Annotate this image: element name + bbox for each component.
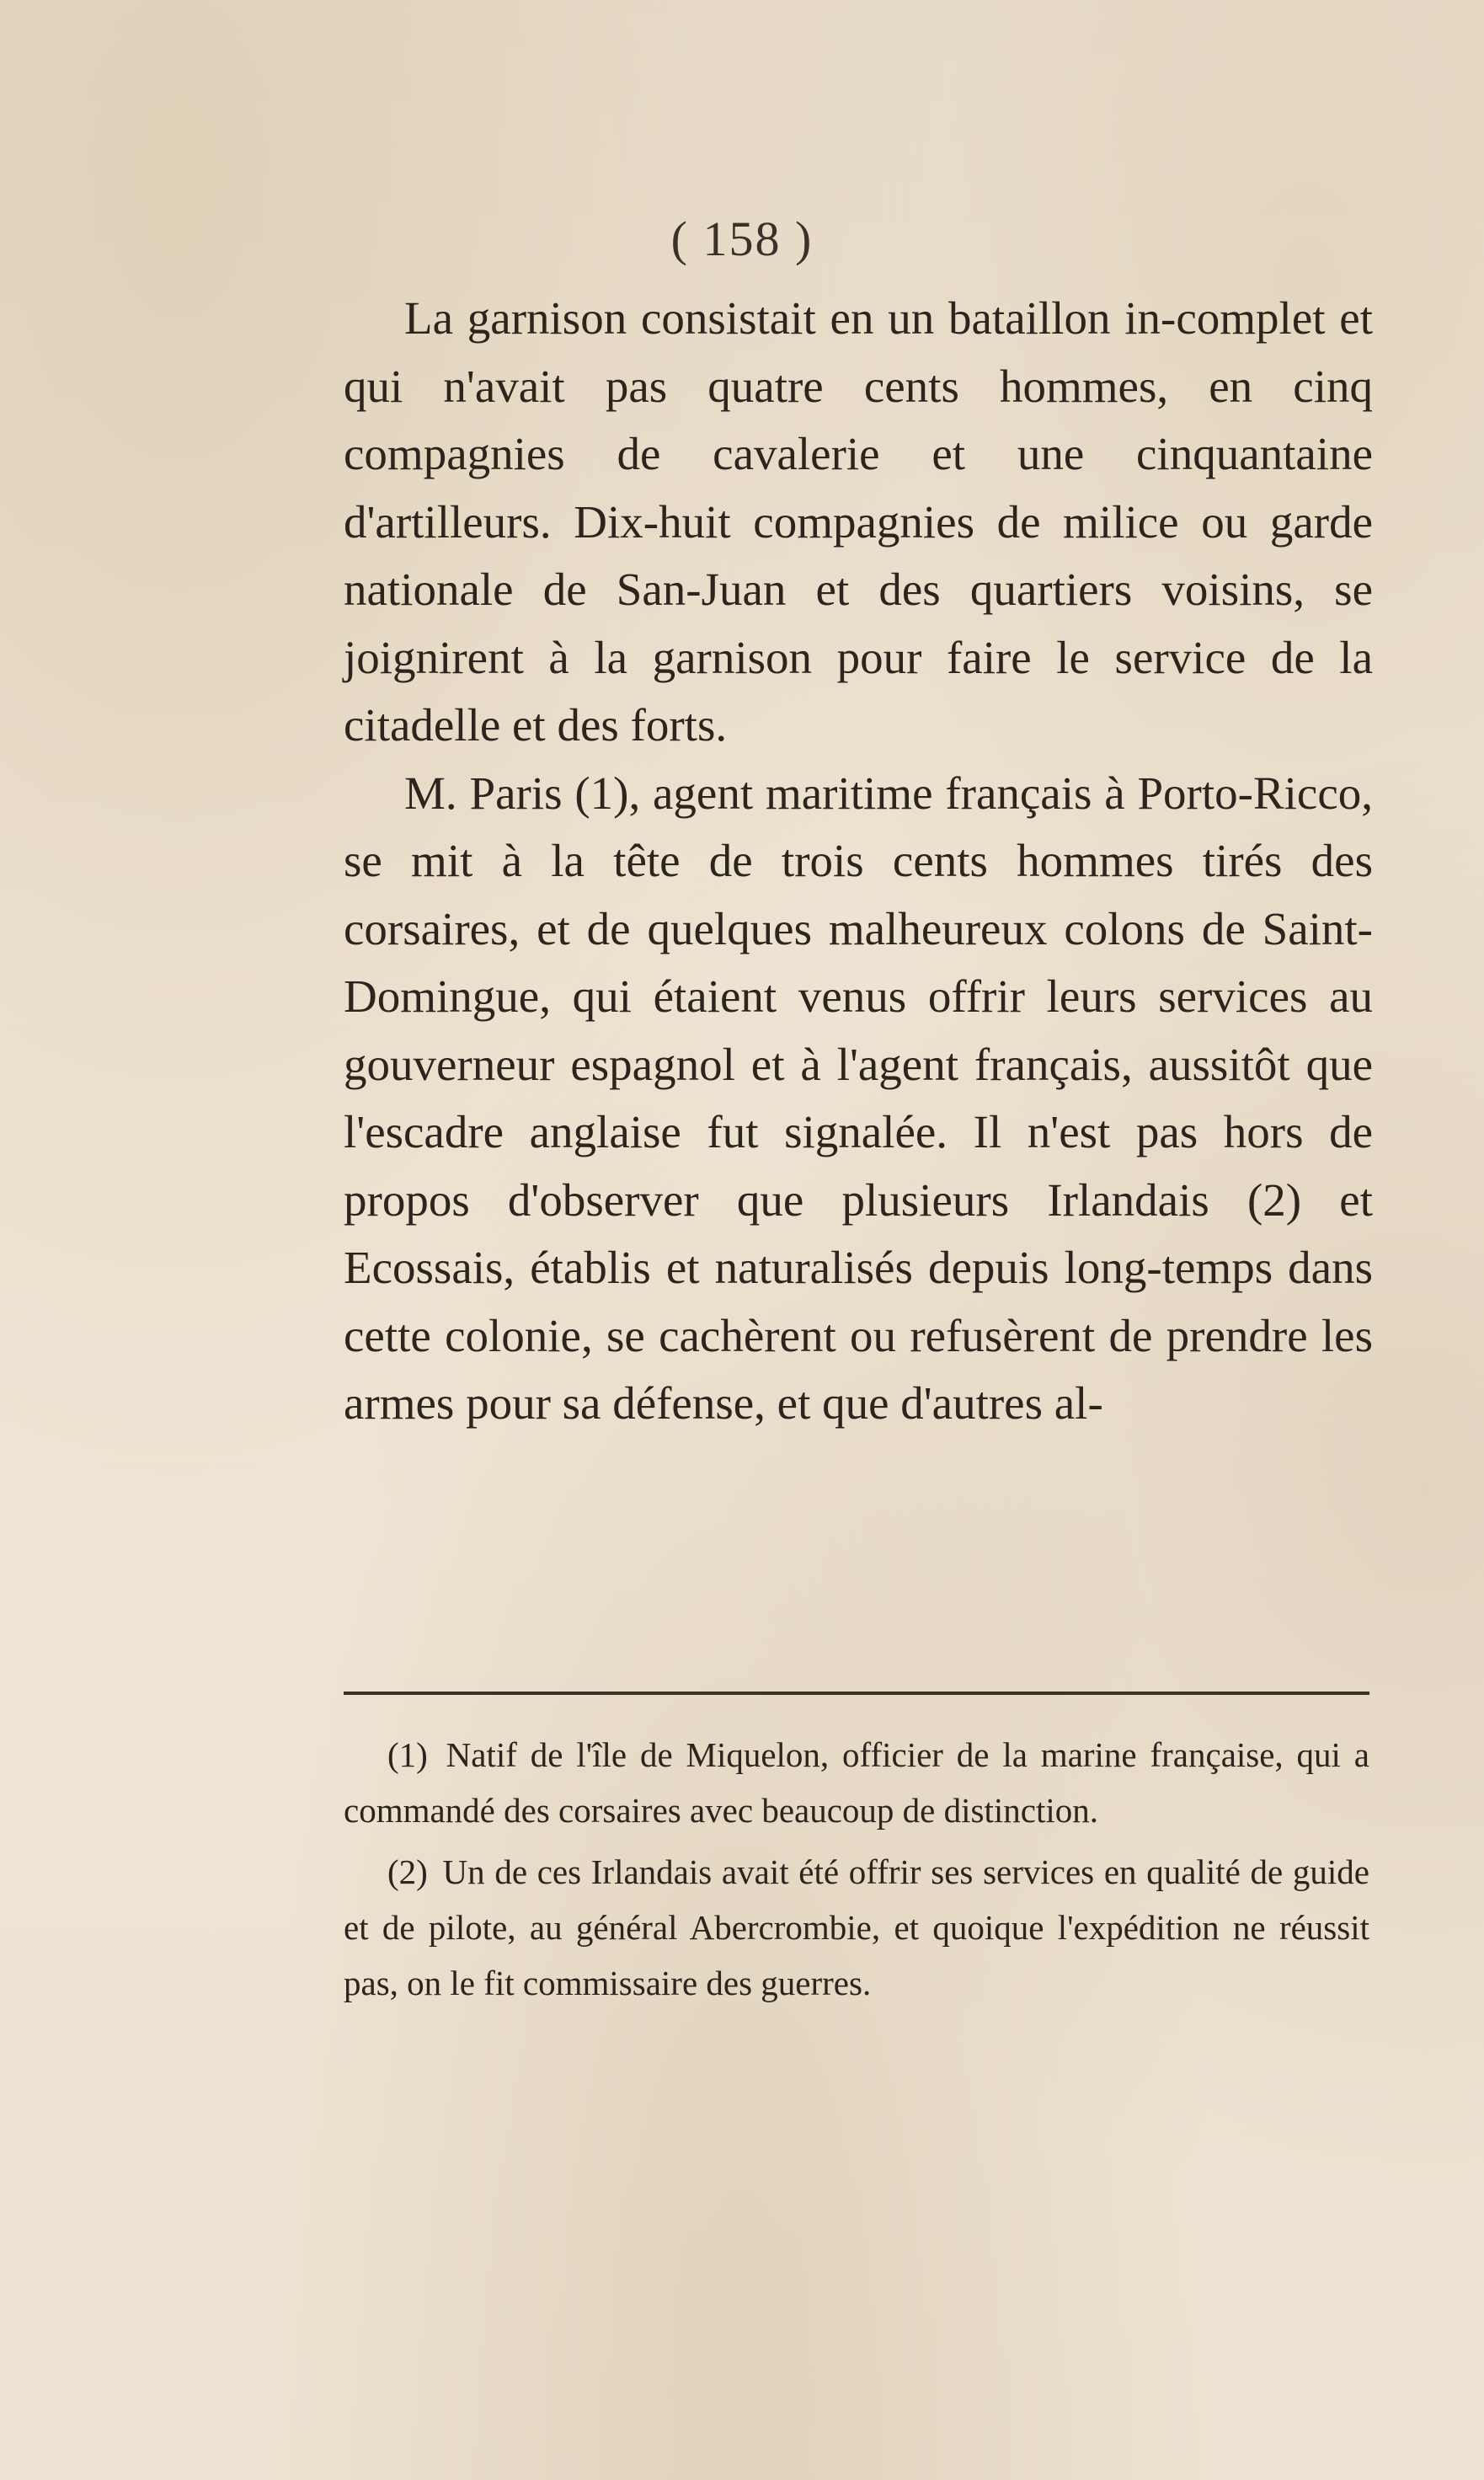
paragraph-garrison: La garnison consistait en un bataillon in-complet et qui n'avait pas quatre cents hommes, en cinq compagnies de cavalerie et une cinquantaine d'artilleurs. Dix-huit compagnies de milice ou garde nationale de San-Juan et des quartiers voisins, se joignirent à la garnison pour faire le service de la citadelle et des forts. (344, 292, 1373, 751)
main-text (344, 285, 1373, 1438)
footnote-1 (344, 1727, 1369, 1838)
footnote-divider (344, 1692, 1369, 1695)
footnote-2-marker: (2) (387, 1852, 428, 1891)
footnote-2-text: Un de ces Irlandais avait été offrir ses services en qualité de guide et de pilote, au général Abercrombie, et quoique l'expédition ne réussit pas, on le fit commissaire des guerres. (344, 1852, 1369, 2002)
footnote-2 (344, 1844, 1369, 2011)
paragraph-paris: M. Paris (1), agent maritime français à Porto-Ricco, se mit à la tête de trois cents hommes tirés des corsaires, et de quelques malheureux colons de Saint-Domingue, qui étaient venus offrir leurs services au gouverneur espagnol et à l'agent français, aussitôt que l'escadre anglaise fut signalée. Il n'est pas hors de propos d'observer que plusieurs Irlandais (2) et Ecossais, établis et naturalisés depuis long-temps dans cette colonie, se cachèrent ou refusèrent de prendre les armes pour sa défense, et que d'autres al- (344, 767, 1373, 1429)
footnote-1-text: Natif de l'île de Miquelon, officier de la marine française, qui a commandé des corsaires avec beaucoup de distinction. (344, 1735, 1369, 1830)
footnote-1-marker: (1) (387, 1735, 428, 1774)
footnotes (344, 1727, 1369, 2017)
page-number: ( 158 ) (670, 211, 814, 266)
